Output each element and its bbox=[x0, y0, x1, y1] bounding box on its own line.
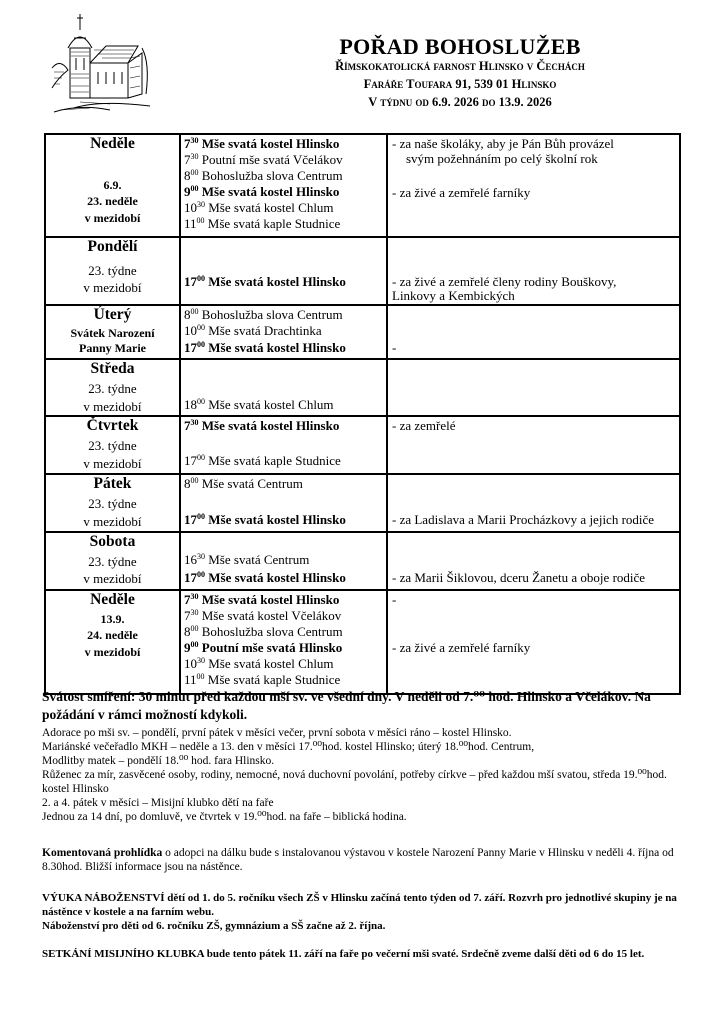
mass-hour: 7 bbox=[184, 152, 191, 167]
mass-cell bbox=[180, 237, 387, 305]
mass-hour: 8 bbox=[184, 624, 191, 639]
mass-cell bbox=[180, 359, 387, 416]
day-box bbox=[46, 591, 179, 693]
mass-minute: 00 bbox=[197, 512, 205, 521]
intention-entry: svým požehnáním po celý školní rok bbox=[406, 151, 598, 166]
mass-entry bbox=[184, 418, 339, 434]
mass-hour: 17 bbox=[184, 570, 197, 585]
intention-list bbox=[388, 238, 679, 304]
rosary-note: Růženec za mír, zasvěcené osoby, rodiny, nemocné, nová duchovní povolání, potřeby církve – před každou mší svatou, středa 19.⁰⁰hod. kostel Hlinsko bbox=[42, 769, 667, 795]
mothers-prayer-note: Modlitby matek – pondělí 18.⁰⁰ hod. fara Hlinsko. bbox=[42, 755, 275, 767]
mass-description: Mše svatá kaple Studnice bbox=[204, 672, 341, 687]
schedule-row bbox=[45, 532, 680, 590]
mass-description: Mše svatá kostel Hlinsko bbox=[205, 570, 346, 585]
day-name: Pondělí bbox=[87, 238, 138, 255]
mass-entry bbox=[184, 476, 303, 492]
mass-description: Mše svatá kostel Chlum bbox=[205, 200, 334, 215]
mass-minute: 00 bbox=[197, 453, 205, 462]
mass-cell bbox=[180, 532, 387, 590]
week-range: V týdnu od 6.9. 2026 do 13.9. 2026 bbox=[368, 95, 552, 109]
day-subtitle: 24. neděle bbox=[87, 628, 138, 642]
mass-entry bbox=[184, 323, 322, 339]
mass-hour: 7 bbox=[184, 592, 191, 607]
mass-minute: 00 bbox=[190, 184, 199, 193]
parish-address: Faráře Toufara 91, 539 01 Hlinsko bbox=[363, 77, 557, 91]
mass-list bbox=[181, 306, 386, 358]
mass-entry bbox=[184, 152, 343, 168]
day-subtitle: 23. týdne bbox=[88, 438, 137, 453]
mass-minute: 00 bbox=[190, 476, 199, 485]
day-name: Pátek bbox=[93, 475, 132, 492]
tour-text: o adopci na dálku bude s instalovanou výstavou v kostele Narození Panny Marie v Hlinsku v neděli 4. října od 8.30hod. Bližší informace jsou na nástěnce. bbox=[42, 847, 674, 873]
mass-cell bbox=[180, 305, 387, 359]
adoration-note: Adorace po mši sv. – pondělí, první pátek v měsíci večer, první sobota v měsíci ráno – kostel Hlinsko. bbox=[42, 727, 512, 739]
mass-minute: 00 bbox=[196, 672, 205, 681]
cenacle-note: Mariánské večeřadlo MKH – neděle a 13. den v měsíci 17.⁰⁰hod. kostel Hlinsko; úterý 18.⁰⁰hod. Centrum, bbox=[42, 741, 535, 753]
intention-entry: - za živé a zemřelé farníky bbox=[392, 185, 531, 200]
mass-minute: 30 bbox=[190, 592, 199, 601]
mass-hour: 10 bbox=[184, 656, 197, 671]
day-subtitle-2: v mezidobí bbox=[83, 514, 142, 529]
tour-label: Komentovaná prohlídka bbox=[42, 847, 163, 859]
mass-hour: 7 bbox=[184, 136, 191, 151]
day-cell bbox=[45, 359, 180, 416]
mass-description: Bohoslužba slova Centrum bbox=[198, 168, 343, 183]
day-name: Úterý bbox=[93, 306, 132, 323]
mass-entry bbox=[184, 570, 346, 586]
day-name: Středa bbox=[90, 360, 135, 377]
day-date: 13.9. bbox=[100, 612, 125, 626]
schedule-row bbox=[45, 590, 680, 694]
mass-cell bbox=[180, 416, 387, 474]
mass-description: Mše svatá kostel Hlinsko bbox=[198, 136, 340, 151]
mass-description: Mše svatá kostel Hlinsko bbox=[205, 274, 346, 289]
mass-hour: 17 bbox=[184, 340, 197, 355]
mass-hour: 7 bbox=[184, 608, 191, 623]
day-subtitle: 23. týdne bbox=[88, 496, 137, 511]
intention-entry: - za zemřelé bbox=[392, 418, 456, 433]
day-subtitle: 23. týdne bbox=[88, 554, 137, 569]
mass-minute: 30 bbox=[190, 136, 199, 145]
day-subtitle: Svátek Narození bbox=[70, 326, 155, 340]
day-subtitle-2: v mezidobí bbox=[83, 456, 142, 471]
page-title: POŘAD BOHOSLUŽEB bbox=[339, 34, 581, 59]
intention-entry: - bbox=[392, 592, 397, 607]
mass-hour: 9 bbox=[184, 640, 191, 655]
mass-minute: 00 bbox=[190, 307, 199, 316]
mass-entry bbox=[184, 656, 334, 672]
intention-entry: - za naše školáky, aby je Pán Bůh provázel bbox=[392, 136, 614, 151]
mass-minute: 00 bbox=[197, 397, 205, 406]
mass-entry bbox=[184, 397, 334, 413]
day-box bbox=[46, 475, 179, 531]
mass-list bbox=[181, 417, 386, 473]
tour-note bbox=[42, 846, 682, 874]
mass-entry bbox=[184, 672, 340, 688]
parish-name: Římskokatolická farnost Hlinsko v Čechách bbox=[335, 59, 585, 73]
day-name: Čtvrtek bbox=[86, 417, 139, 434]
mass-description: Mše svatá kaple Studnice bbox=[204, 216, 341, 231]
confession-note: Svátost smíření: 30 minut před každou mší sv. ve všední dny. V neděli od 7.⁰⁰ hod. Hlinsko a Včelákov. Na požádání v rámci možností kdykoli. bbox=[42, 689, 651, 722]
intention-cell bbox=[387, 532, 680, 590]
schedule-table bbox=[44, 133, 681, 695]
mass-list bbox=[181, 475, 386, 531]
intention-list bbox=[388, 591, 679, 693]
mass-hour: 8 bbox=[184, 476, 191, 491]
mass-list bbox=[181, 591, 386, 693]
intention-list bbox=[388, 135, 679, 236]
schedule-row bbox=[45, 134, 680, 237]
mass-minute: 30 bbox=[190, 152, 199, 161]
intention-list bbox=[388, 475, 679, 531]
intention-cell bbox=[387, 590, 680, 694]
mass-description: Mše svatá Drachtinka bbox=[205, 323, 322, 338]
day-cell bbox=[45, 532, 180, 590]
mass-list bbox=[181, 135, 386, 236]
mass-entry bbox=[184, 184, 339, 200]
mass-description: Mše svatá Centrum bbox=[205, 552, 310, 567]
intention-entry: - bbox=[392, 340, 397, 355]
mass-description: Mše svatá kostel Chlum bbox=[205, 656, 334, 671]
mass-entry bbox=[184, 608, 341, 624]
day-subtitle-2: v mezidobí bbox=[83, 280, 142, 295]
mass-cell bbox=[180, 474, 387, 532]
intention-list bbox=[388, 360, 679, 415]
mass-hour: 17 bbox=[184, 274, 197, 289]
mass-list bbox=[181, 360, 386, 415]
schedule-row bbox=[45, 237, 680, 305]
mass-hour: 8 bbox=[184, 168, 191, 183]
day-name: Neděle bbox=[90, 135, 135, 152]
intention-entry: - za Ladislava a Marii Procházkovy a jejich rodiče bbox=[392, 512, 655, 527]
day-subtitle: 23. týdne bbox=[88, 263, 137, 278]
mass-minute: 00 bbox=[197, 570, 205, 579]
mass-hour: 17 bbox=[184, 453, 197, 468]
mass-entry bbox=[184, 640, 342, 656]
day-cell bbox=[45, 237, 180, 305]
intention-cell bbox=[387, 237, 680, 305]
day-box bbox=[46, 360, 179, 415]
religion-note-1: VÝUKA NÁBOŽENSTVÍ dětí od 1. do 5. ročníku všech ZŠ v Hlinsku začíná tento týden od 7. září. Rozvrh pro jednotlivé skupiny je na nástěnce v kostele a na farním webu. bbox=[42, 892, 677, 918]
day-subtitle: 23. týdne bbox=[88, 381, 137, 396]
mass-minute: 00 bbox=[196, 216, 205, 225]
mass-entry bbox=[184, 274, 346, 290]
religion-note bbox=[42, 891, 682, 933]
intention-entry: - za živé a zemřelé členy rodiny Bouškovy, bbox=[392, 274, 617, 289]
mass-hour: 11 bbox=[184, 672, 197, 687]
intention-list bbox=[388, 417, 679, 473]
mass-entry bbox=[184, 216, 340, 232]
mass-hour: 11 bbox=[184, 216, 197, 231]
mass-description: Bohoslužba slova Centrum bbox=[198, 307, 343, 322]
mass-description: Bohoslužba slova Centrum bbox=[198, 624, 343, 639]
mass-minute: 30 bbox=[197, 656, 205, 665]
day-subtitle-2: v mezidobí bbox=[83, 571, 142, 586]
day-box bbox=[46, 417, 179, 473]
mission-club-note: 2. a 4. pátek v měsíci – Misijní klubko dětí na faře bbox=[42, 797, 274, 809]
mass-hour: 10 bbox=[184, 200, 197, 215]
mass-cell bbox=[180, 590, 387, 694]
mass-minute: 00 bbox=[190, 168, 199, 177]
mass-minute: 00 bbox=[197, 274, 205, 283]
mass-hour: 16 bbox=[184, 552, 197, 567]
schedule-row bbox=[45, 359, 680, 416]
day-box bbox=[46, 533, 179, 589]
day-box bbox=[46, 238, 179, 304]
mass-description: Poutní mše svatá Hlinsko bbox=[198, 640, 343, 655]
mass-description: Mše svatá kostel Chlum bbox=[205, 397, 334, 412]
intention-list bbox=[388, 306, 679, 358]
mass-entry bbox=[184, 453, 341, 469]
mass-hour: 8 bbox=[184, 307, 191, 322]
day-subtitle-2: Panny Marie bbox=[79, 341, 146, 355]
intention-cell bbox=[387, 416, 680, 474]
meeting-note: SETKÁNÍ MISIJNÍHO KLUBKA bude tento pátek 11. září na faře po večerní mši svaté. Srdečně zveme další děti od 6 do 15 let. bbox=[42, 948, 645, 960]
intention-cell bbox=[387, 305, 680, 359]
intention-entry: - za Marii Šiklovou, dceru Žanetu a oboje rodiče bbox=[392, 570, 646, 585]
day-cell bbox=[45, 416, 180, 474]
day-box bbox=[46, 135, 179, 236]
mass-list bbox=[181, 533, 386, 589]
mass-description: Mše svatá kostel Hlinsko bbox=[205, 512, 346, 527]
mass-entry bbox=[184, 512, 346, 528]
mass-hour: 9 bbox=[184, 184, 191, 199]
mass-minute: 00 bbox=[190, 640, 199, 649]
mass-description: Poutní mše svatá Včelákov bbox=[198, 152, 343, 167]
mass-entry bbox=[184, 592, 339, 608]
mass-minute: 30 bbox=[190, 418, 199, 427]
schedule-row bbox=[45, 305, 680, 359]
mass-entry bbox=[184, 168, 343, 184]
mass-list bbox=[181, 238, 386, 304]
day-subtitle-2: v mezidobí bbox=[83, 399, 142, 414]
mass-entry bbox=[184, 552, 309, 568]
intention-entry: Linkovy a Kembických bbox=[392, 288, 515, 303]
mass-description: Mše svatá kaple Studnice bbox=[205, 453, 341, 468]
mass-entry bbox=[184, 136, 339, 152]
mass-description: Mše svatá kostel Včelákov bbox=[198, 608, 342, 623]
bible-hour-note: Jednou za 14 dní, po domluvě, ve čtvrtek v 19.⁰⁰hod. na faře – biblická hodina. bbox=[42, 811, 407, 823]
mass-minute: 00 bbox=[197, 323, 205, 332]
mass-minute: 00 bbox=[197, 340, 205, 349]
mass-minute: 30 bbox=[197, 552, 205, 561]
day-name: Sobota bbox=[89, 533, 136, 550]
mass-hour: 10 bbox=[184, 323, 197, 338]
intention-entry: - za živé a zemřelé farníky bbox=[392, 640, 531, 655]
mass-description: Mše svatá Centrum bbox=[198, 476, 303, 491]
mass-description: Mše svatá kostel Hlinsko bbox=[205, 340, 346, 355]
mass-hour: 18 bbox=[184, 397, 197, 412]
mass-minute: 00 bbox=[190, 624, 199, 633]
mass-minute: 30 bbox=[190, 608, 199, 617]
mass-entry bbox=[184, 200, 334, 216]
intention-cell bbox=[387, 134, 680, 237]
mass-cell bbox=[180, 134, 387, 237]
day-cell bbox=[45, 474, 180, 532]
mass-entry bbox=[184, 307, 343, 323]
intention-cell bbox=[387, 359, 680, 416]
day-subtitle-2: v mezidobí bbox=[84, 211, 141, 225]
intention-list bbox=[388, 533, 679, 589]
mass-hour: 17 bbox=[184, 512, 197, 527]
schedule-row bbox=[45, 416, 680, 474]
intention-cell bbox=[387, 474, 680, 532]
mass-minute: 30 bbox=[197, 200, 205, 209]
mass-entry bbox=[184, 340, 346, 356]
day-name: Neděle bbox=[90, 591, 135, 608]
day-cell bbox=[45, 590, 180, 694]
day-cell bbox=[45, 134, 180, 237]
day-cell bbox=[45, 305, 180, 359]
day-subtitle-2: v mezidobí bbox=[84, 645, 141, 659]
mass-entry bbox=[184, 624, 343, 640]
day-date: 6.9. bbox=[103, 178, 122, 192]
mass-hour: 7 bbox=[184, 418, 191, 433]
schedule-row bbox=[45, 474, 680, 532]
mass-description: Mše svatá kostel Hlinsko bbox=[198, 184, 340, 199]
notes-section bbox=[42, 688, 682, 824]
mass-description: Mše svatá kostel Hlinsko bbox=[198, 592, 340, 607]
church-illustration bbox=[50, 8, 152, 116]
day-box bbox=[46, 306, 179, 358]
religion-note-2: Náboženství pro děti od 6. ročníku ZŠ, gymnázium a SŠ začne až 2. října. bbox=[42, 920, 386, 932]
mass-description: Mše svatá kostel Hlinsko bbox=[198, 418, 340, 433]
day-subtitle: 23. neděle bbox=[87, 194, 138, 208]
